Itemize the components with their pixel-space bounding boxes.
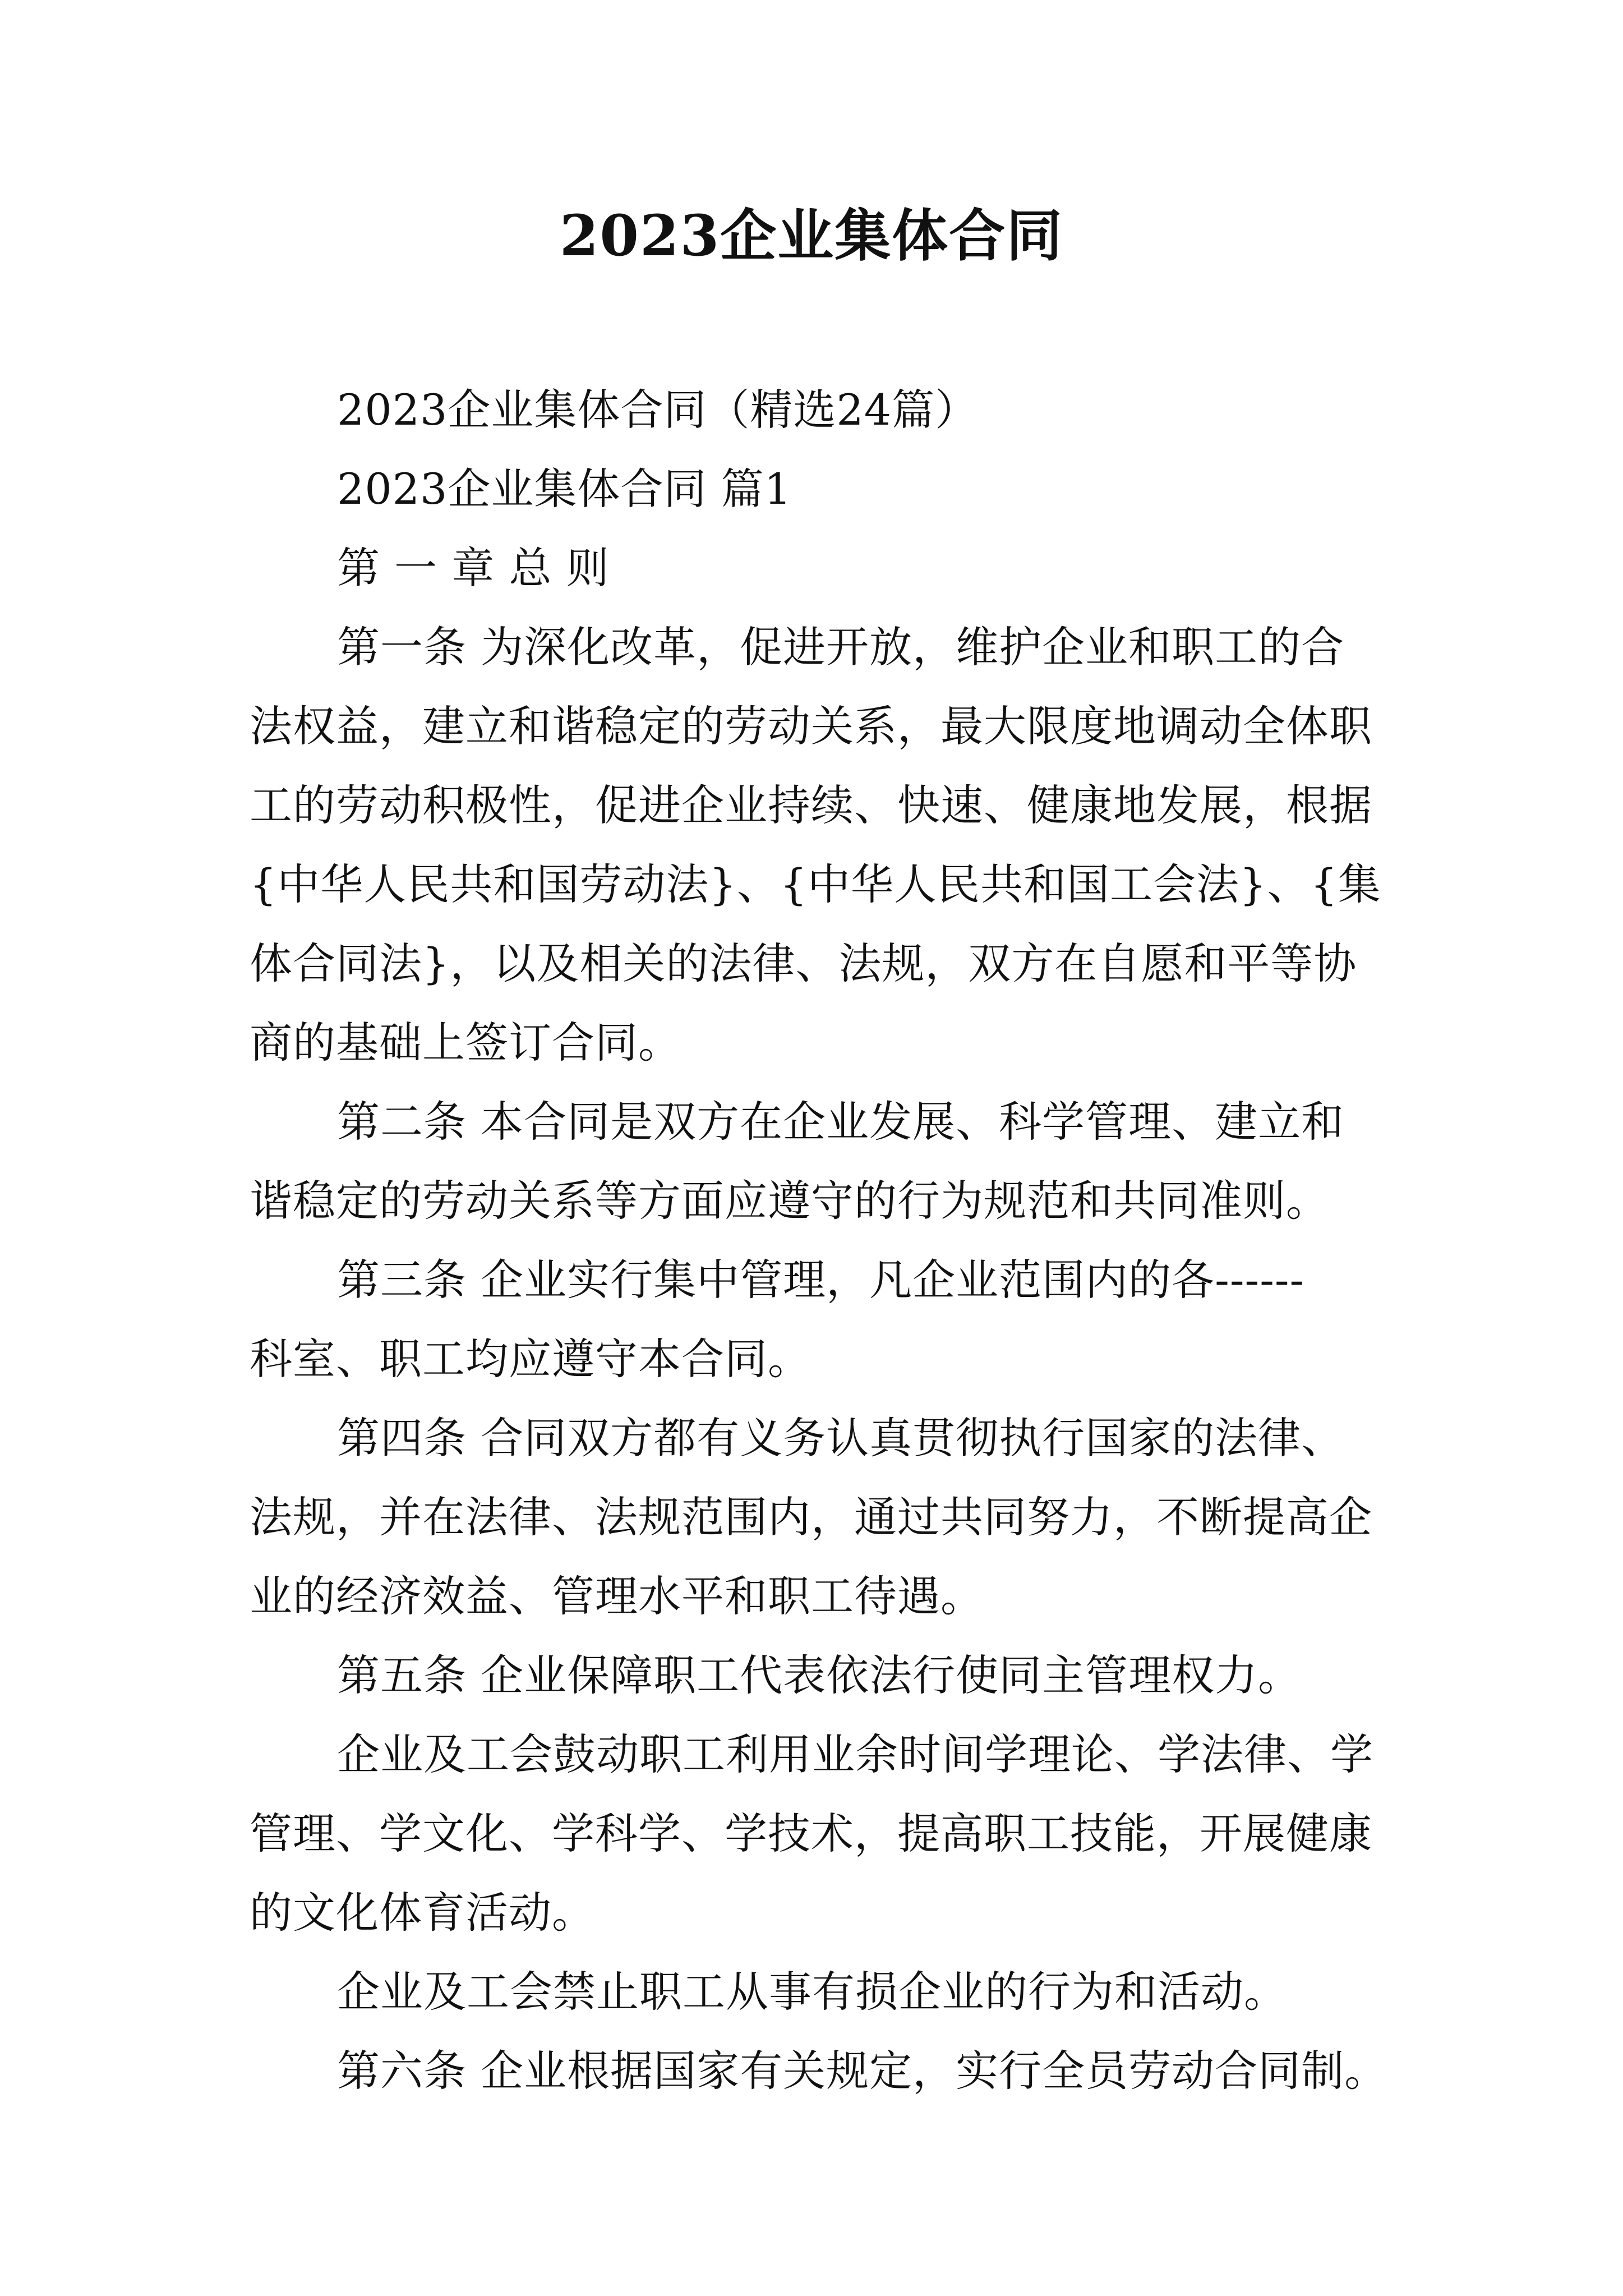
paragraph-article-6 <box>250 2031 1394 2110</box>
text-line: 谐稳定的劳动关系等方面应遵守的行为规范和共同准则。 <box>250 1176 1329 1226</box>
text-line: 企业及工会鼓动职工利用业余时间学理论、学法律、学 <box>337 1729 1373 1779</box>
paragraph-article-3 <box>250 1240 1394 1398</box>
text-line: 的文化体育活动。 <box>250 1888 595 1938</box>
text-line: 第一条 为深化改革，促进开放，维护企业和职工的合 <box>337 622 1345 672</box>
text-line: 企业及工会禁止职工从事有损企业的行为和活动。 <box>337 1967 1287 2017</box>
document-title: 2023企业集体合同 <box>559 203 1064 269</box>
text-line: 科室、职工均应遵守本合同。 <box>250 1334 811 1384</box>
paragraph-article-4 <box>250 1398 1394 1636</box>
text-line: 法权益，建立和谐稳定的劳动关系，最大限度地调动全体职 <box>250 701 1372 751</box>
paragraph-article-1 <box>250 608 1394 1082</box>
document-body <box>250 370 1394 2110</box>
text-line: 2023企业集体合同 篇1 <box>337 464 792 514</box>
paragraph-article-2 <box>250 1082 1394 1240</box>
text-line: 第二条 本合同是双方在企业发展、科学管理、建立和 <box>337 1097 1345 1147</box>
text-line: 第 一 章 总 则 <box>337 543 610 593</box>
text-line: 业的经济效益、管理水平和职工待遇。 <box>250 1571 984 1621</box>
text-line: 工的劳动积极性，促进企业持续、快速、健康地发展，根据 <box>250 780 1372 830</box>
text-line: 体合同法}，以及相关的法律、法规，双方在自愿和平等协 <box>250 938 1357 988</box>
paragraph-article-5-clause-1 <box>250 1715 1394 1952</box>
text-line: 法规，并在法律、法规范围内，通过共同努力，不断提高企 <box>250 1492 1372 1542</box>
paragraph-article-5 <box>250 1636 1394 1715</box>
text-line: 2023企业集体合同（精选24篇） <box>337 385 979 435</box>
paragraph-chapter-heading <box>250 528 1394 608</box>
text-line: 管理、学文化、学科学、学技术，提高职工技能，开展健康 <box>250 1809 1372 1858</box>
paragraph-section-heading <box>250 449 1394 528</box>
text-line: {中华人民共和国劳动法}、{中华人民共和国工会法}、{集 <box>250 859 1381 909</box>
text-line: 第四条 合同双方都有义务认真贯彻执行国家的法律、 <box>337 1413 1345 1463</box>
text-line: 第五条 企业保障职工代表依法行使同主管理权力。 <box>337 1650 1302 1700</box>
text-line: 商的基础上签订合同。 <box>250 1018 681 1068</box>
text-line: 第六条 企业根据国家有关规定，实行全员劳动合同制。 <box>337 2046 1388 2096</box>
paragraph-article-5-clause-2 <box>250 1952 1394 2031</box>
paragraph-subtitle <box>250 370 1394 449</box>
text-line: 第三条 企业实行集中管理，凡企业范围内的各------ <box>337 1255 1305 1305</box>
